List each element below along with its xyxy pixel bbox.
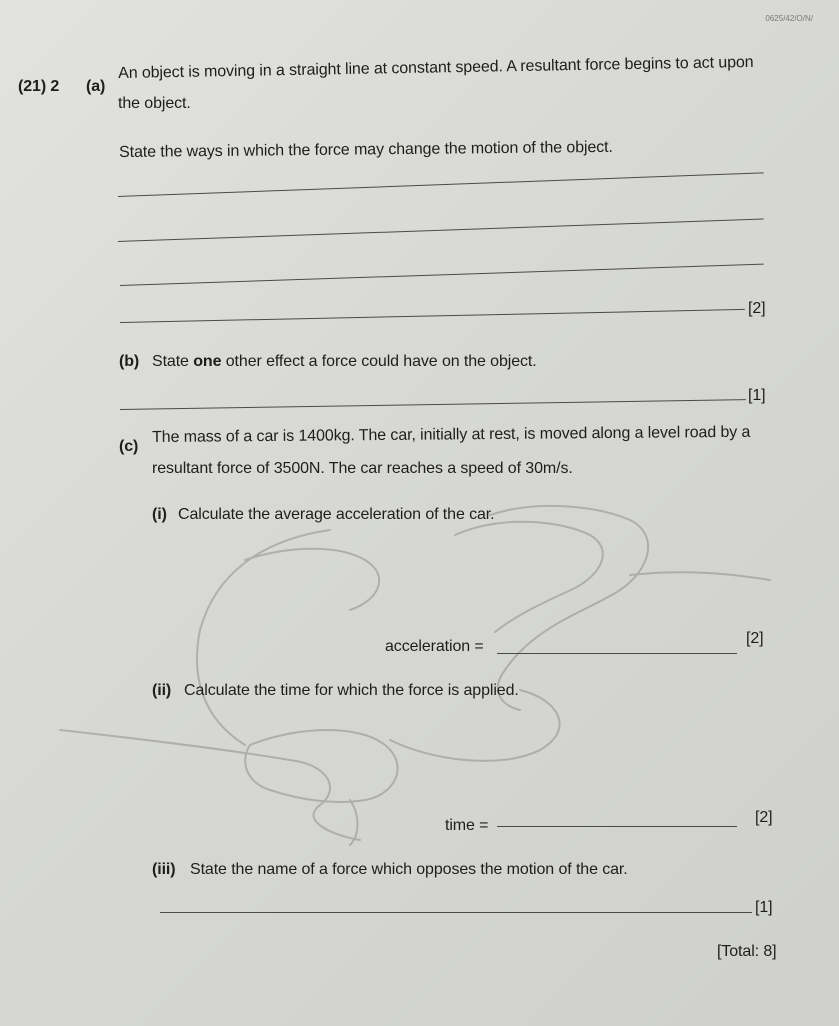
part-a-text-line2: the object.	[118, 95, 191, 112]
time-answer-label: time =	[445, 817, 489, 834]
part-c-i-text: Calculate the average acceleration of the car.	[178, 506, 495, 523]
part-b-text	[152, 352, 537, 371]
part-b-emphasis: one	[193, 353, 222, 370]
part-c-ii-label: (ii)	[152, 682, 172, 699]
part-c-ii-text: Calculate the time for which the force is applied.	[184, 682, 519, 699]
exam-paper-code: 0625/42/O/N/	[765, 14, 813, 23]
answer-line-a3[interactable]	[120, 264, 764, 286]
question-number: (21) 2	[18, 78, 60, 95]
answer-line-a1[interactable]	[118, 172, 764, 197]
answer-line-a4[interactable]	[120, 309, 745, 323]
part-a-label: (a)	[86, 78, 106, 95]
part-c-ii-marks: [2]	[755, 809, 773, 826]
part-b-text-pre: State	[152, 353, 189, 370]
acceleration-answer-label: acceleration =	[385, 638, 484, 655]
part-a-marks: [2]	[748, 300, 766, 317]
time-answer-line[interactable]	[497, 826, 737, 827]
acceleration-answer-line[interactable]	[497, 653, 737, 654]
part-c-label: (c)	[119, 438, 139, 455]
part-a-text-line1: An object is moving in a straight line at constant speed. A resultant force begins to act upon	[118, 53, 754, 82]
part-c-iii-label: (iii)	[152, 861, 176, 878]
part-c-i-label: (i)	[152, 506, 167, 523]
part-b-text-post: other effect a force could have on the object.	[225, 353, 537, 370]
part-c-i-marks: [2]	[746, 630, 764, 647]
part-b-label: (b)	[119, 353, 140, 370]
part-c-iii-text: State the name of a force which opposes the motion of the car.	[190, 861, 628, 878]
part-a-prompt: State the ways in which the force may change the motion of the object.	[119, 138, 613, 161]
total-marks: [Total: 8]	[717, 943, 777, 960]
answer-line-c-iii[interactable]	[160, 912, 752, 913]
answer-line-b[interactable]	[120, 399, 746, 410]
part-c-iii-marks: [1]	[755, 899, 773, 916]
part-c-text-line1: The mass of a car is 1400kg. The car, initially at rest, is moved along a level road by a	[152, 423, 751, 446]
answer-line-a2[interactable]	[118, 218, 764, 242]
part-b-marks: [1]	[748, 387, 766, 404]
part-c-text-line2: resultant force of 3500N. The car reaches a speed of 30m/s.	[152, 460, 573, 477]
